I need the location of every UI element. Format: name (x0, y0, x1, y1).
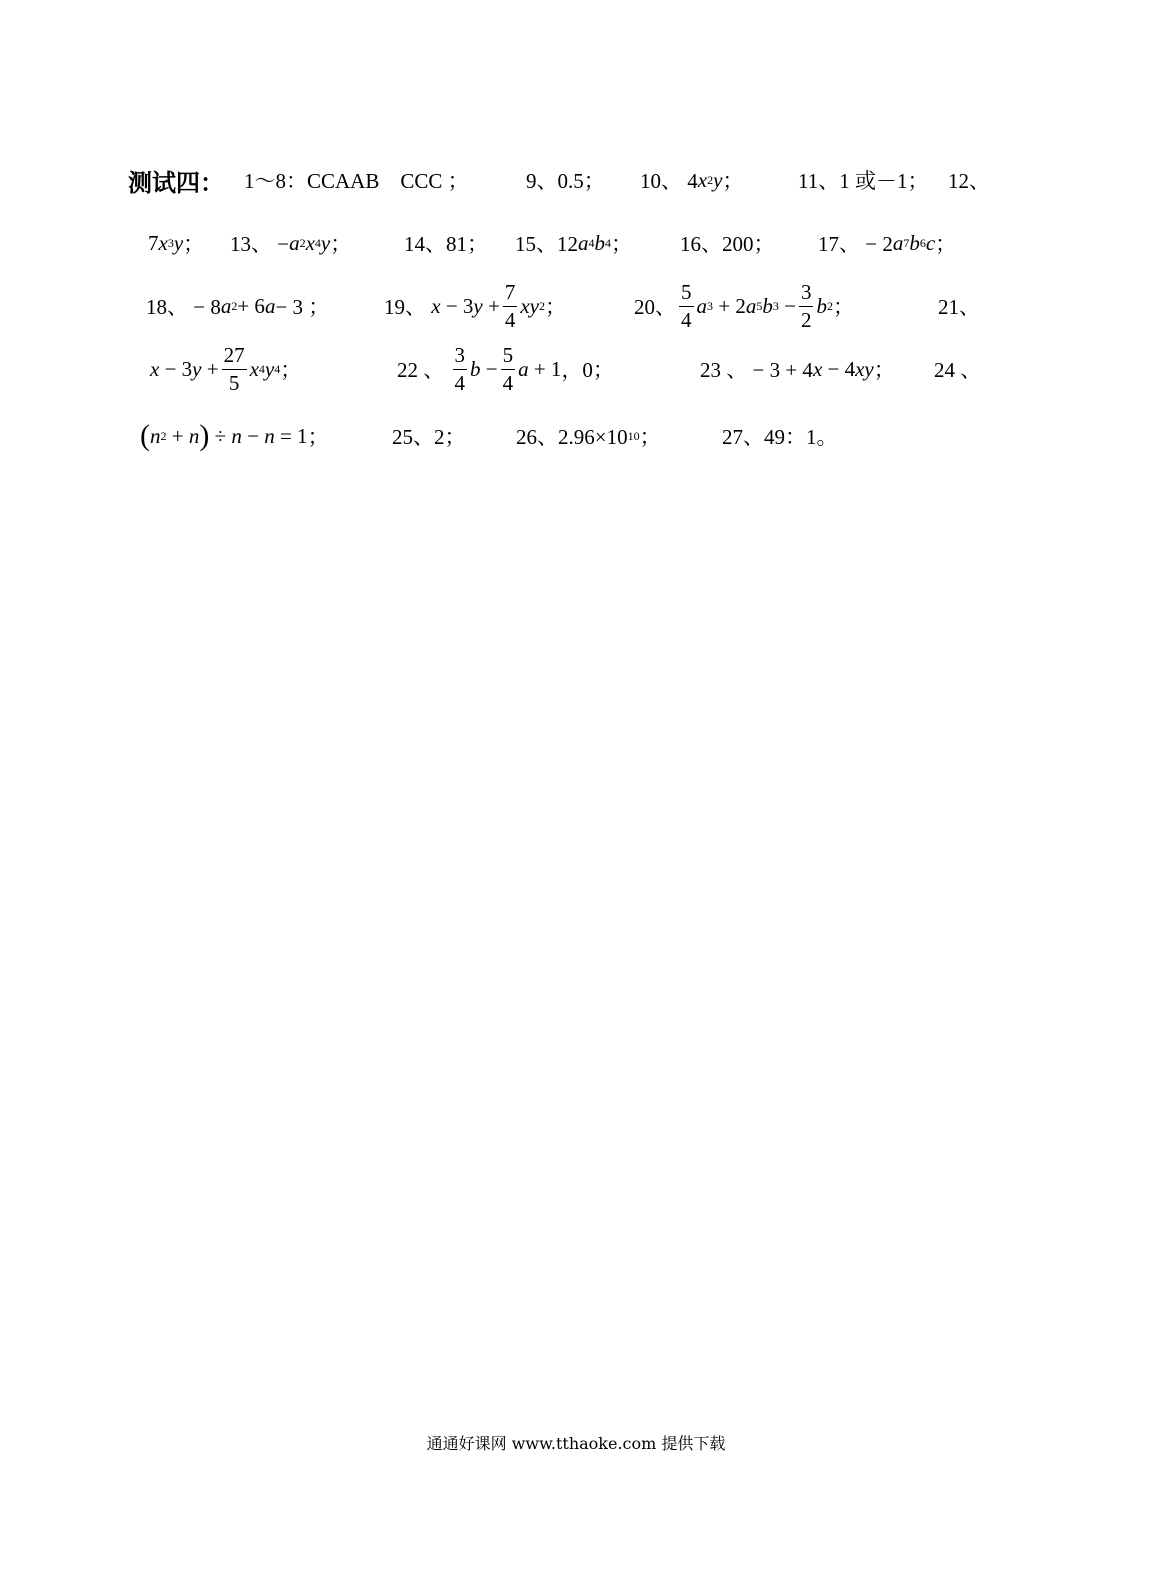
fraction: $\frac{7}{4}$ (504, 279, 516, 332)
answer-12: 7 x 3 y ； (148, 230, 205, 256)
answer-25: 25、2； (392, 425, 466, 449)
section-heading: 测试四： (128, 168, 224, 197)
answer-21: x − 3 y + $\frac{27}{5}$ x 4 y 4 ； (150, 342, 302, 395)
answer-line-5 (0, 401, 1152, 471)
answer-13: 13、 − a 2 x 4 y ； (230, 230, 352, 256)
answer-line-3 (0, 271, 1152, 341)
fraction: $\frac{27}{5}$ (223, 342, 245, 395)
answer-9: 9、0.5； (526, 169, 605, 193)
answer-18: 18、 − 8 a 2 + 6 a − 3 ； (146, 293, 330, 319)
fraction: $\frac{3}{2}$ (800, 279, 812, 332)
answer-20: 20、 $\frac{5}{4}$ a 3 + 2 a 5 b 3 − $\frac{3}{2}$ b 2 ； (634, 279, 854, 332)
answer-17: 17、 − 2 a 7 b 6 c ； (818, 230, 957, 256)
answer-14: 14、81； (404, 232, 488, 256)
answer-24-label: 24 、 (934, 358, 982, 382)
footer-credit: 通通好课网 www.tthaoke.com 提供下载 (426, 1434, 726, 1453)
answer-27: 27、49：1。 (722, 425, 838, 449)
answer-line-2 (0, 208, 1152, 278)
answer-1-8: 1～8：CCAAB CCC ； (244, 169, 469, 193)
answer-21-label: 21、 (938, 295, 980, 319)
fraction: $\frac{3}{4}$ (454, 342, 465, 395)
answer-22: 22 、 $\frac{3}{4}$ b − $\frac{5}{4}$ a + 1 ，0； (397, 342, 614, 395)
answer-15: 15、12 a 4 b 4 ； (515, 230, 632, 256)
answer-11: 11、1 或－1； (798, 169, 929, 193)
answer-24: ( n 2 + n ) ÷ n − n = 1 ； (140, 419, 329, 452)
answer-23: 23 、 − 3 + 4 x − 4 xy ； (700, 356, 895, 382)
answer-19: 19、 x − 3 y + $\frac{7}{4}$ xy 2 ； (384, 279, 566, 332)
answer-16: 16、200； (680, 232, 775, 256)
answer-10: 10、 4 x 2 y ； (640, 167, 744, 193)
fraction: $\frac{5}{4}$ (502, 342, 514, 395)
answer-12-label: 12、 (948, 169, 990, 193)
answer-line-4 (0, 334, 1152, 404)
answer-line-1 (0, 145, 1152, 215)
fraction: $\frac{5}{4}$ (681, 279, 692, 332)
answer-26: 26、2.96×10 10 ； (516, 425, 661, 449)
